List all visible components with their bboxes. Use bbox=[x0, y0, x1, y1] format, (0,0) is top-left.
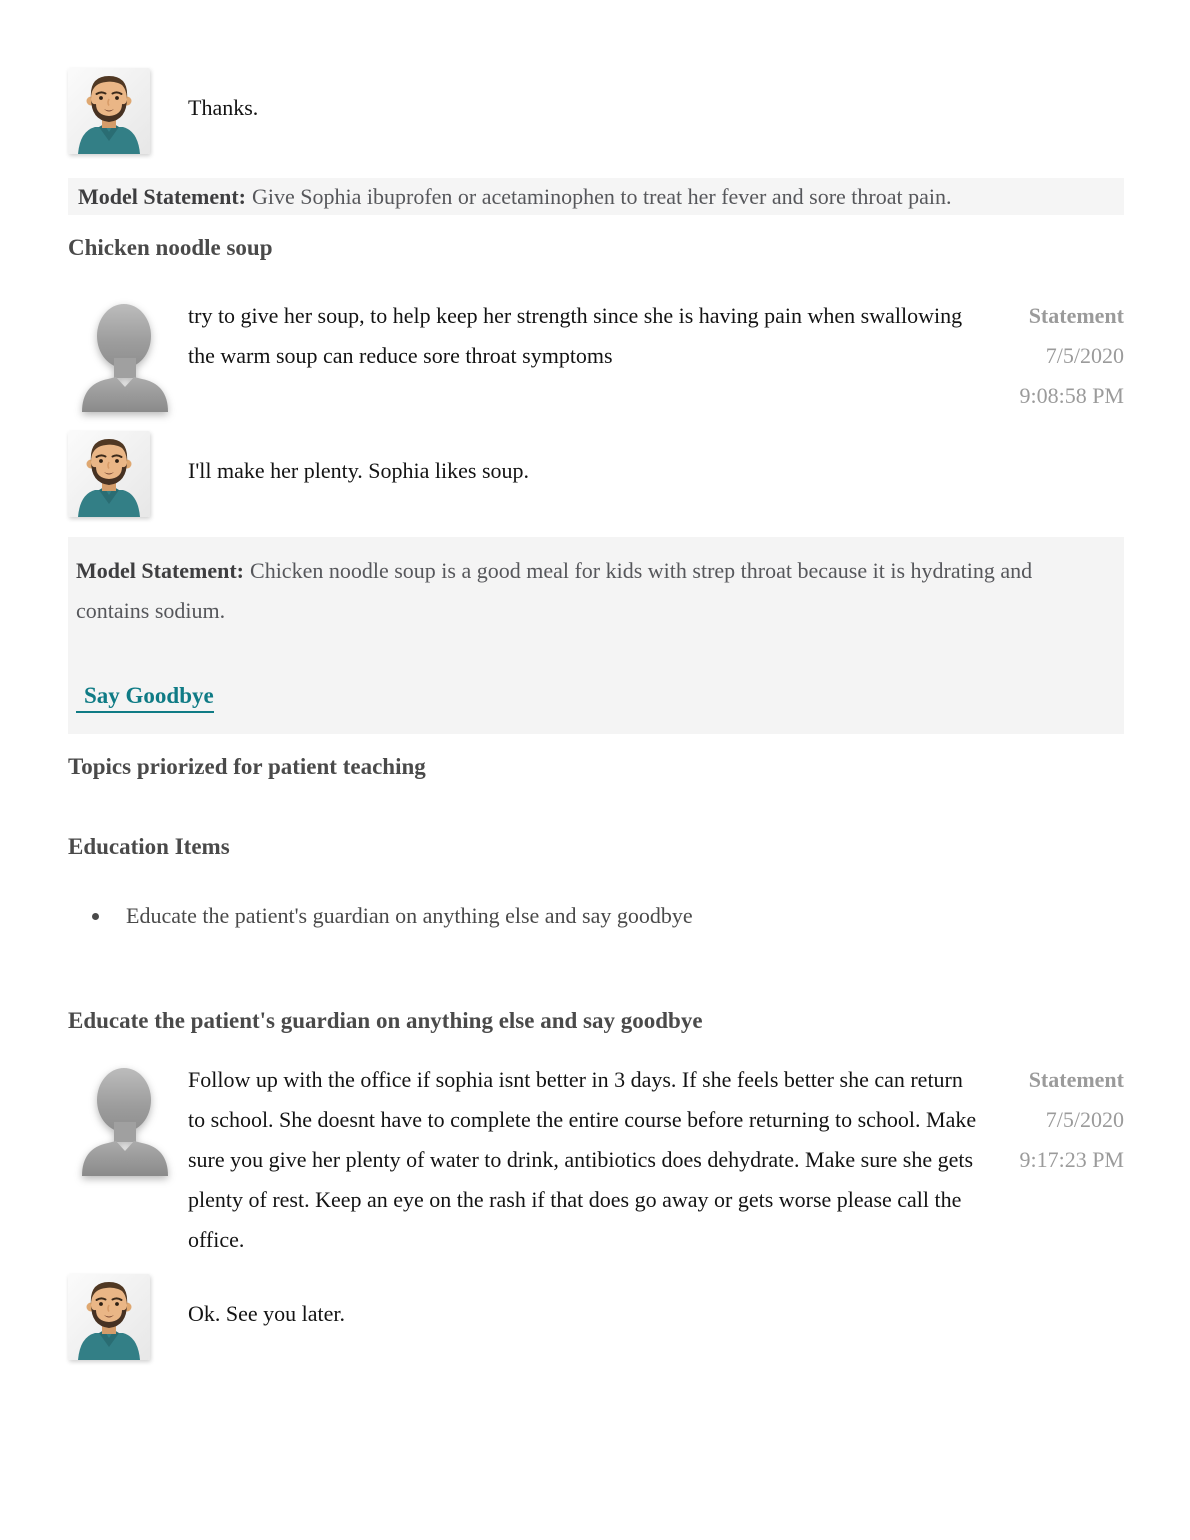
model-statement-label: Model Statement: bbox=[76, 558, 245, 583]
statement-time: 9:08:58 PM bbox=[1019, 383, 1124, 408]
education-items-heading: Education Items bbox=[68, 834, 230, 859]
message-text: Ok. See you later. bbox=[188, 1301, 346, 1326]
message-text: Follow up with the office if sophia isnt better in 3 days. If she feels better she can return to school. She doesnt have to complete the entire course before returning to school. Make sure you give her plenty of water to drink, antibiotics does dehydrate. Make sure she gets plenty of rest. Keep an eye on the rash if that does go away or gets worse please call the office. bbox=[188, 1067, 977, 1252]
message-row bbox=[68, 431, 1124, 517]
education-list bbox=[68, 896, 1124, 936]
statement-meta bbox=[980, 296, 1124, 416]
statement-time: 9:17:23 PM bbox=[1019, 1147, 1124, 1172]
model-statement-text: Give Sophia ibuprofen or acetaminophen to treat her fever and sore throat pain. bbox=[252, 184, 952, 209]
message-text: try to give her soup, to help keep her strength since she is having pain when swallowing the warm soup can reduce sore throat symptoms bbox=[188, 303, 963, 368]
statement-meta bbox=[980, 1060, 1124, 1180]
guardian-avatar-icon bbox=[68, 68, 150, 154]
model-statement bbox=[68, 178, 1124, 215]
clinician-avatar-icon bbox=[74, 298, 178, 412]
statement-date: 7/5/2020 bbox=[1045, 1107, 1124, 1132]
guardian-avatar-icon bbox=[68, 1274, 150, 1360]
statement-type-label: Statement bbox=[1028, 303, 1124, 328]
message-row bbox=[68, 1274, 1124, 1360]
message-text: Thanks. bbox=[188, 95, 259, 120]
guardian-avatar-icon bbox=[68, 431, 150, 517]
message-row bbox=[68, 1060, 1124, 1260]
education-list-item: • Educate the patient's guardian on anything else and say goodbye bbox=[112, 896, 1124, 936]
clinician-avatar-icon bbox=[74, 1062, 178, 1176]
model-statement-text: Chicken noodle soup is a good meal for kids with strep throat because it is hydrating and contains sodium. bbox=[76, 558, 1033, 623]
statement-type-label: Statement bbox=[1028, 1067, 1124, 1092]
statement-date: 7/5/2020 bbox=[1045, 343, 1124, 368]
message-text: I'll make her plenty. Sophia likes soup. bbox=[188, 458, 530, 483]
model-statement bbox=[68, 537, 1124, 734]
topics-prioritized-heading: Topics priorized for patient teaching bbox=[68, 754, 426, 779]
model-statement-label: Model Statement: bbox=[78, 184, 247, 209]
say-goodbye-link[interactable]: Say Goodbye bbox=[76, 681, 214, 713]
message-row bbox=[68, 68, 1124, 154]
topic-heading: Chicken noodle soup bbox=[68, 235, 273, 260]
topic-heading: Educate the patient's guardian on anything else and say goodbye bbox=[68, 1008, 703, 1033]
message-row bbox=[68, 296, 1124, 416]
